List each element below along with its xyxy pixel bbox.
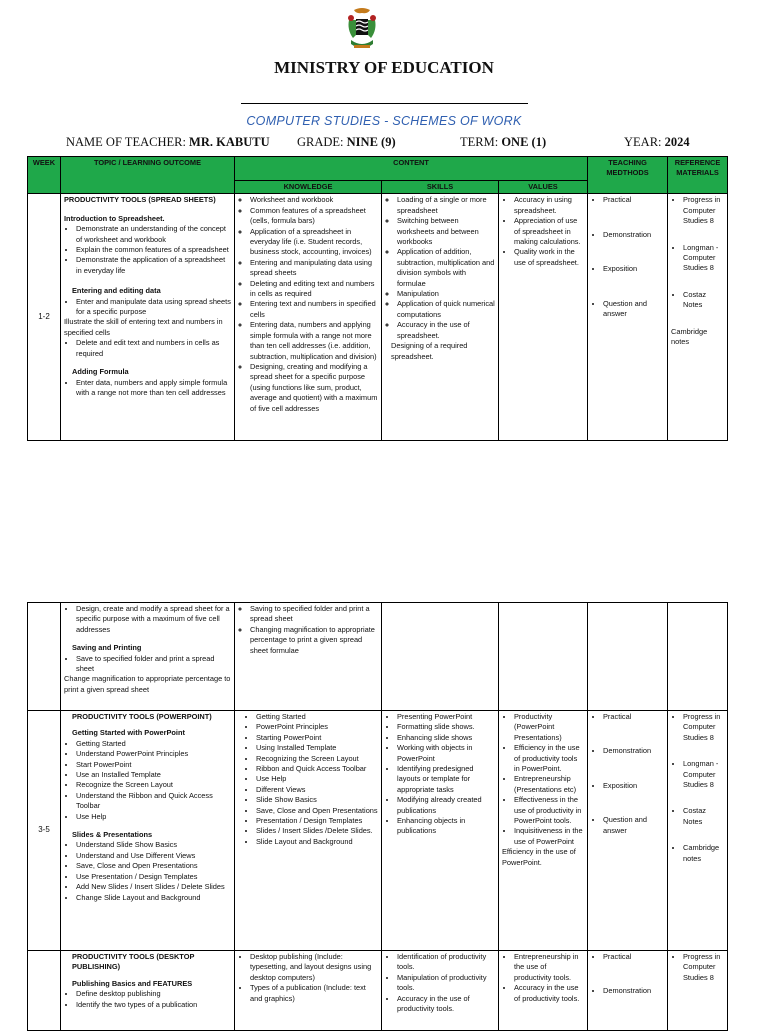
knowledge-cell: • Desktop publishing (Include: typesetting, and layout designs using desktop computers) • Types of a publication (Include: text and graphics) bbox=[235, 951, 382, 1031]
header-values: VALUES bbox=[499, 181, 588, 194]
header-teaching: TEACHING MEDTHODS bbox=[588, 157, 668, 194]
teaching-cell: • Practical • Demonstration bbox=[588, 951, 668, 1031]
knowledge-cell bbox=[235, 194, 382, 441]
scheme-table-page1 bbox=[27, 156, 728, 441]
header-topic: TOPIC / LEARNING OUTCOME bbox=[61, 157, 235, 194]
week-cell: 1-2 bbox=[28, 194, 61, 441]
topic-cell: PRODUCTIVITY TOOLS (SPREAD SHEETS) Introduction to Spreadsheet. • Demonstrate an understanding of the concept of worksheet and workbook • Explain the common features of a spreadsheet • Demonstrate the application of a spreadsheet in everyday life Entering and editing data • Enter and manipulate data using spread sheets for a specific purpose Illustrate the skill of entering text and numbers in specified cells • Delete and edit text and numbers in cells as required Adding Formula • Enter data, numbers and apply simple formula with a range not more than ten cell addresses bbox=[61, 194, 235, 441]
reference-cell: • Progress in Computer Studies 8 • Longman - Computer Studies 8 • Costaz Notes • Cambridge notes bbox=[668, 711, 728, 951]
table-row bbox=[28, 194, 728, 441]
values-cell bbox=[499, 194, 588, 441]
header-knowledge: KNOWLEDGE bbox=[235, 181, 382, 194]
table-row bbox=[28, 711, 728, 951]
scheme-table-page2 bbox=[27, 602, 728, 1031]
intro-outcomes-list: • Demonstrate an understanding of the concept of worksheet and workbook • Explain the common features of a spreadsheet • Demonstrate the application of a spreadsheet in everyday life bbox=[64, 224, 231, 276]
topic-cell: • Design, create and modify a spread sheet for a specific purpose with a maximum of five cell addresses Saving and Printing • Save to specified folder and print a spread sheet Change magnification to appropriate percentage to print a given spread sheet bbox=[61, 603, 235, 711]
skills-cell: ◦ Loading of a single or more spreadsheet ◦ Switching between worksheets and between workbooks ◦ Application of addition, subtraction, multiplication and division symbols with formulae ◦ Manipulation ◦ Application of quick numerical computations ◦ Accuracy in the use of spreadsheet. Designing of a required spreadsheet. bbox=[382, 194, 499, 441]
knowledge-cell: • Getting Started • PowerPoint Principles • Starting PowerPoint • Using Installed Template • Recognizing the Screen Layout • Ribbon and Quick Access Toolbar • Use Help • Different Views • Slide Show Basics • Save, Close and Open Presentations • Presentation / Design Templates • Slides / Insert Slides /Delete Slides. • Slide Layout and Background bbox=[235, 711, 382, 951]
term-field: TERM: ONE (1) bbox=[460, 135, 547, 149]
reference-list: • Progress in Computer Studies 8 • Longman - Computer Studies 8 • Costaz Notes bbox=[671, 195, 724, 310]
skills-cell: • Presenting PowerPoint • Formatting slide shows. • Enhancing slide shows • Working with objects in PowerPoint • Identifying predesigned layouts or template for appropriate tasks • Modifying already created publications • Enhancing objects in publications bbox=[382, 711, 499, 951]
reference-cell: • Progress in Computer Studies 8 • Longman - Computer Studies 8 • Costaz Notes Cambridge notes bbox=[668, 194, 728, 441]
teaching-cell: • Practical • Demonstration • Exposition • Question and answer bbox=[588, 711, 668, 951]
coat-of-arms-icon bbox=[345, 8, 379, 52]
values-cell: • Entrepreneurship in the use of productivity tools. • Accuracy in the use of productivity tools. bbox=[499, 951, 588, 1031]
table-row bbox=[28, 951, 728, 1031]
values-cell: • Productivity (PowerPoint Presentations) • Efficiency in the use of productivity tools in PowerPoint. • Entrepreneurship (Presentations etc) • Effectiveness in the use of productivity in PowerPoint tools. • Inquisitiveness in the use of PowerPoint Efficiency in the use of PowerPoint. bbox=[499, 711, 588, 951]
skills-list: ◦ Loading of a single or more spreadsheet ◦ Switching between worksheets and between workbooks ◦ Application of addition, subtraction, multiplication and division symbols with formulae ◦ Manipulation ◦ Application of quick numerical computations ◦ Accuracy in the use of spreadsheet. bbox=[385, 195, 495, 341]
topic-cell: PRODUCTIVITY TOOLS (DESKTOP PUBLISHING) Publishing Basics and FEATURES • Define desktop publishing • Identify the two types of a publication bbox=[61, 951, 235, 1031]
values-list: • Accuracy in using spreadsheet. • Appreciation of use of spreadsheet in making calculations. • Quality work in the use of spreadsheet. bbox=[502, 195, 584, 268]
skills-cell: • Identification of productivity tools. • Manipulation of productivity tools. • Accuracy in the use of productivity tools. bbox=[382, 951, 499, 1031]
title-divider bbox=[241, 103, 528, 104]
knowledge-list: ◦ Worksheet and workbook ◦ Common features of a spreadsheet (cells, formula bars) ◦ Application of a spreadsheet in everyday life (i.e. Student records, business stock, accounting, invoices) ◦ Entering and manipulating data using spread sheets ◦ Deleting and editing text and numbers in cells as required ◦ Entering text and numbers in specified cells ◦ Entering data, numbers and applying simple formula with a range not more than ten cell addresses (i.e. addition, subtraction, multiplication and division) ◦ Designing, creating and modifying a spread sheet for a specific purpose (using functions like sum, product, average and quotient) with a maximum of five cell addresses bbox=[238, 195, 378, 414]
table-row bbox=[28, 603, 728, 711]
topic-cell: PRODUCTIVITY TOOLS (POWERPOINT) Getting Started with PowerPoint • Getting Started • Understand PowerPoint Principles • Start PowerPoint • Use an Installed Template • Recognize the Screen Layout • Understand the Ribbon and Quick Access Toolbar • Use Help Slides & Presentations • Understand Slide Show Basics • Understand and Use Different Views • Save, Close and Open Presentations • Use Presentation / Design Templates • Add New Slides / Insert Slides / Delete Slides • Change Slide Layout and Background bbox=[61, 711, 235, 951]
teaching-cell bbox=[588, 194, 668, 441]
header-content: CONTENT bbox=[235, 157, 588, 181]
ministry-title: MINISTRY OF EDUCATION bbox=[274, 58, 494, 77]
header-reference: REFERENCE MATERIALS bbox=[668, 157, 728, 194]
teacher-field: NAME OF TEACHER: MR. KABUTU bbox=[66, 135, 270, 149]
header-skills: SKILLS bbox=[382, 181, 499, 194]
year-field: YEAR: 2024 bbox=[624, 135, 690, 149]
reference-cell: • Progress in Computer Studies 8 bbox=[668, 951, 728, 1031]
week-cell: 3-5 bbox=[28, 711, 61, 951]
subject-title: COMPUTER STUDIES - SCHEMES OF WORK bbox=[246, 114, 522, 128]
grade-field: GRADE: NINE (9) bbox=[297, 135, 396, 149]
teaching-methods-list: • Practical • Demonstration • Exposition • Question and answer bbox=[591, 195, 664, 319]
header-week: WEEK bbox=[28, 157, 61, 194]
knowledge-cell: ◦ Saving to specified folder and print a spread sheet ◦ Changing magnification to appropriate percentage to print a given spread sheet formulae bbox=[235, 603, 382, 711]
